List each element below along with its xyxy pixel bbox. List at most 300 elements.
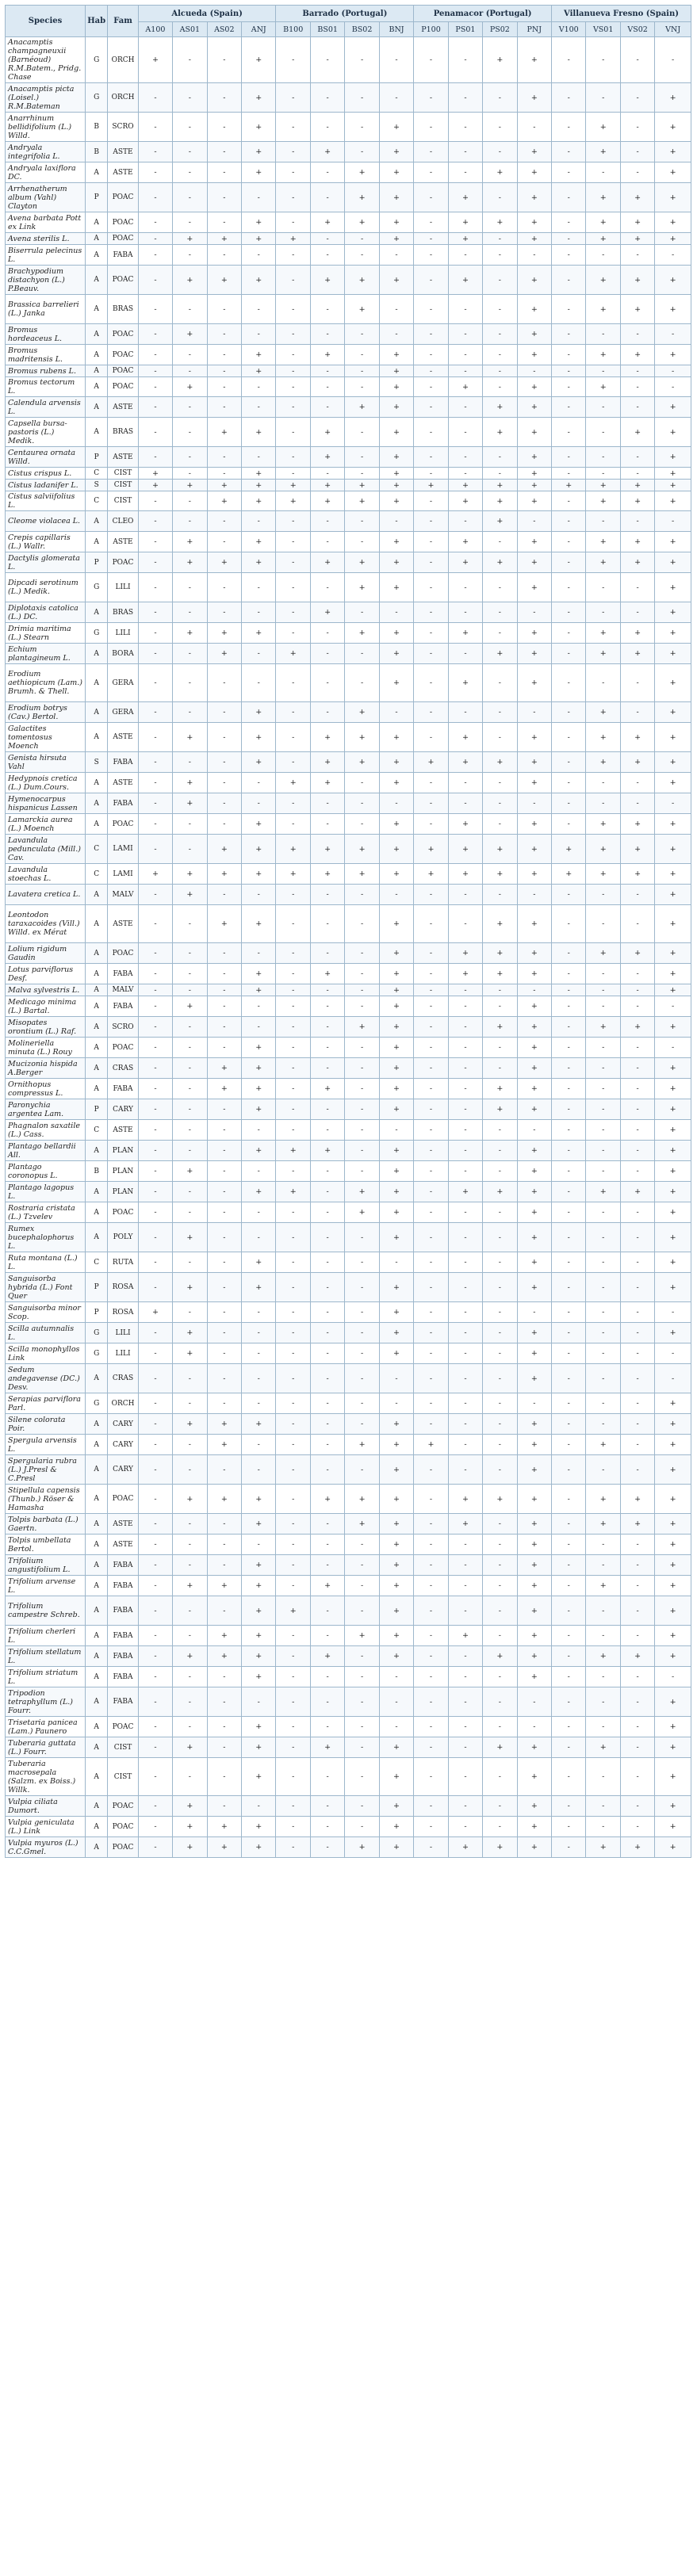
presence-cell: - bbox=[345, 1535, 379, 1555]
species-cell: Cistus ladanifer L. bbox=[6, 480, 86, 491]
presence-cell: + bbox=[379, 1485, 413, 1514]
presence-cell: - bbox=[207, 1120, 241, 1141]
table-row bbox=[6, 1817, 691, 1837]
presence-cell: + bbox=[242, 1646, 276, 1667]
presence-cell: - bbox=[552, 1796, 586, 1817]
presence-cell: - bbox=[483, 814, 517, 835]
presence-cell: - bbox=[586, 1141, 620, 1161]
presence-cell: - bbox=[276, 1626, 310, 1646]
presence-cell: - bbox=[586, 1343, 620, 1364]
presence-cell: + bbox=[586, 1646, 620, 1667]
presence-cell: - bbox=[345, 1099, 379, 1120]
presence-cell: - bbox=[345, 1393, 379, 1414]
presence-cell: - bbox=[173, 491, 207, 511]
family-cell: CIST bbox=[108, 468, 138, 480]
presence-cell: + bbox=[517, 1202, 551, 1223]
presence-cell: - bbox=[483, 1058, 517, 1079]
presence-cell: + bbox=[173, 1323, 207, 1343]
family-cell: CARY bbox=[108, 1414, 138, 1435]
presence-cell: - bbox=[138, 1202, 172, 1223]
presence-cell: - bbox=[207, 752, 241, 773]
presence-cell: + bbox=[379, 1223, 413, 1252]
presence-cell: - bbox=[242, 1364, 276, 1393]
presence-cell: - bbox=[207, 37, 241, 83]
presence-cell: - bbox=[448, 1161, 482, 1182]
presence-cell: - bbox=[620, 1455, 654, 1485]
presence-cell: - bbox=[207, 377, 241, 397]
presence-cell: + bbox=[655, 1687, 691, 1717]
presence-cell: + bbox=[655, 885, 691, 905]
presence-cell: - bbox=[276, 1796, 310, 1817]
presence-cell: - bbox=[138, 885, 172, 905]
presence-cell: + bbox=[138, 1302, 172, 1323]
family-cell: POAC bbox=[108, 365, 138, 377]
presence-cell: + bbox=[379, 623, 413, 644]
presence-cell: - bbox=[138, 723, 172, 752]
presence-cell: - bbox=[173, 511, 207, 532]
table-row bbox=[6, 397, 691, 418]
presence-cell: + bbox=[173, 377, 207, 397]
presence-cell: - bbox=[276, 573, 310, 602]
presence-cell: + bbox=[448, 723, 482, 752]
presence-cell: - bbox=[414, 1717, 448, 1737]
presence-cell: - bbox=[620, 447, 654, 468]
presence-cell: - bbox=[276, 365, 310, 377]
presence-cell: - bbox=[620, 885, 654, 905]
habit-cell: A bbox=[86, 1079, 108, 1099]
presence-cell: + bbox=[173, 1223, 207, 1252]
presence-cell: + bbox=[345, 295, 379, 324]
presence-cell: - bbox=[310, 1667, 344, 1687]
habit-cell: P bbox=[86, 1302, 108, 1323]
presence-cell: + bbox=[586, 1576, 620, 1596]
presence-cell: + bbox=[483, 1079, 517, 1099]
presence-cell: + bbox=[586, 1737, 620, 1758]
presence-cell: - bbox=[345, 1038, 379, 1058]
presence-cell: - bbox=[276, 1323, 310, 1343]
presence-cell: - bbox=[173, 1038, 207, 1058]
presence-cell: + bbox=[448, 664, 482, 702]
presence-cell: - bbox=[552, 723, 586, 752]
presence-cell: + bbox=[379, 964, 413, 984]
presence-cell: + bbox=[310, 864, 344, 885]
presence-cell: - bbox=[448, 1555, 482, 1576]
presence-cell: - bbox=[173, 295, 207, 324]
presence-cell: + bbox=[517, 644, 551, 664]
species-cell: Drimia maritima (L.) Stearn bbox=[6, 623, 86, 644]
species-cell: Trifolium angustifolium L. bbox=[6, 1555, 86, 1576]
family-cell: LILI bbox=[108, 1323, 138, 1343]
presence-cell: + bbox=[207, 1837, 241, 1858]
presence-cell: - bbox=[552, 885, 586, 905]
presence-cell: + bbox=[242, 142, 276, 162]
presence-cell: - bbox=[310, 377, 344, 397]
presence-cell: - bbox=[310, 793, 344, 814]
family-cell: CRAS bbox=[108, 1058, 138, 1079]
habit-cell: B bbox=[86, 1161, 108, 1182]
presence-cell: - bbox=[310, 295, 344, 324]
presence-cell: - bbox=[620, 984, 654, 996]
presence-cell: - bbox=[345, 142, 379, 162]
presence-cell: - bbox=[414, 1252, 448, 1273]
presence-cell: - bbox=[345, 245, 379, 266]
presence-cell: - bbox=[586, 996, 620, 1017]
presence-cell: + bbox=[586, 295, 620, 324]
habit-cell: A bbox=[86, 773, 108, 793]
presence-cell: + bbox=[276, 864, 310, 885]
family-cell: CARY bbox=[108, 1455, 138, 1485]
presence-cell: + bbox=[379, 573, 413, 602]
presence-cell: + bbox=[173, 1485, 207, 1514]
presence-cell: - bbox=[448, 1576, 482, 1596]
presence-cell: - bbox=[586, 1455, 620, 1485]
presence-cell: - bbox=[276, 468, 310, 480]
presence-cell: - bbox=[414, 1038, 448, 1058]
table-row bbox=[6, 752, 691, 773]
presence-cell: - bbox=[173, 397, 207, 418]
table-row bbox=[6, 377, 691, 397]
presence-cell: - bbox=[138, 83, 172, 113]
presence-cell: - bbox=[517, 1393, 551, 1414]
habit-cell: G bbox=[86, 83, 108, 113]
table-row bbox=[6, 162, 691, 183]
presence-cell: - bbox=[655, 324, 691, 345]
presence-cell: - bbox=[207, 532, 241, 552]
presence-cell: - bbox=[207, 1202, 241, 1223]
presence-cell: - bbox=[620, 1252, 654, 1273]
presence-cell: + bbox=[379, 1017, 413, 1038]
presence-cell: + bbox=[242, 552, 276, 573]
presence-cell: + bbox=[242, 814, 276, 835]
table-row bbox=[6, 964, 691, 984]
presence-cell: + bbox=[448, 480, 482, 491]
presence-cell: - bbox=[242, 943, 276, 964]
presence-cell: + bbox=[276, 773, 310, 793]
presence-cell: + bbox=[448, 377, 482, 397]
presence-cell: - bbox=[552, 573, 586, 602]
family-cell: ASTE bbox=[108, 1535, 138, 1555]
presence-cell: - bbox=[173, 418, 207, 447]
presence-cell: + bbox=[173, 1796, 207, 1817]
species-cell: Sanguisorba minor Scop. bbox=[6, 1302, 86, 1323]
header-plot-ps01: PS01 bbox=[448, 22, 482, 37]
presence-cell: + bbox=[242, 83, 276, 113]
presence-cell: - bbox=[620, 324, 654, 345]
presence-cell: + bbox=[448, 233, 482, 245]
table-row bbox=[6, 1737, 691, 1758]
presence-cell: - bbox=[483, 365, 517, 377]
presence-cell: - bbox=[552, 1455, 586, 1485]
presence-cell: + bbox=[173, 1414, 207, 1435]
presence-cell: + bbox=[207, 1817, 241, 1837]
presence-cell: + bbox=[620, 266, 654, 295]
presence-cell: + bbox=[620, 532, 654, 552]
presence-cell: - bbox=[586, 984, 620, 996]
presence-cell: - bbox=[345, 345, 379, 365]
presence-cell: + bbox=[345, 480, 379, 491]
presence-cell: - bbox=[345, 532, 379, 552]
presence-cell: + bbox=[517, 1435, 551, 1455]
presence-cell: + bbox=[586, 491, 620, 511]
presence-cell: + bbox=[448, 943, 482, 964]
presence-cell: + bbox=[655, 447, 691, 468]
presence-cell: - bbox=[276, 1435, 310, 1455]
species-cell: Hymenocarpus hispanicus Lassen bbox=[6, 793, 86, 814]
presence-cell: + bbox=[655, 266, 691, 295]
presence-cell: - bbox=[138, 377, 172, 397]
presence-cell: - bbox=[173, 1302, 207, 1323]
presence-cell: - bbox=[345, 1323, 379, 1343]
presence-cell: - bbox=[138, 1393, 172, 1414]
habit-cell: A bbox=[86, 814, 108, 835]
presence-cell: - bbox=[586, 905, 620, 943]
species-cell: Tuberaria guttata (L.) Fourr. bbox=[6, 1737, 86, 1758]
presence-cell: - bbox=[448, 1252, 482, 1273]
presence-cell: - bbox=[448, 1393, 482, 1414]
family-cell: ASTE bbox=[108, 532, 138, 552]
presence-cell: - bbox=[586, 1161, 620, 1182]
presence-cell: + bbox=[379, 1141, 413, 1161]
presence-cell: + bbox=[379, 1302, 413, 1323]
presence-cell: - bbox=[414, 418, 448, 447]
presence-cell: - bbox=[173, 1141, 207, 1161]
presence-cell: - bbox=[138, 162, 172, 183]
presence-cell: - bbox=[414, 1079, 448, 1099]
presence-cell: - bbox=[138, 1626, 172, 1646]
presence-cell: - bbox=[310, 113, 344, 142]
presence-cell: - bbox=[483, 773, 517, 793]
presence-cell: - bbox=[138, 1223, 172, 1252]
table-row bbox=[6, 266, 691, 295]
table-row bbox=[6, 602, 691, 623]
presence-cell: - bbox=[448, 1017, 482, 1038]
presence-cell: - bbox=[207, 1323, 241, 1343]
family-cell: CIST bbox=[108, 491, 138, 511]
presence-cell: + bbox=[655, 532, 691, 552]
presence-cell: - bbox=[276, 532, 310, 552]
table-row bbox=[6, 83, 691, 113]
table-row bbox=[6, 864, 691, 885]
presence-cell: - bbox=[552, 266, 586, 295]
presence-cell: + bbox=[448, 1837, 482, 1858]
presence-cell: - bbox=[517, 984, 551, 996]
presence-cell: - bbox=[207, 1535, 241, 1555]
presence-cell: + bbox=[379, 212, 413, 233]
presence-cell: - bbox=[242, 773, 276, 793]
table-row bbox=[6, 1058, 691, 1079]
family-cell: POAC bbox=[108, 552, 138, 573]
presence-cell: + bbox=[655, 1455, 691, 1485]
species-cell: Calendula arvensis L. bbox=[6, 397, 86, 418]
presence-cell: - bbox=[173, 37, 207, 83]
presence-cell: - bbox=[483, 468, 517, 480]
presence-cell: - bbox=[138, 1717, 172, 1737]
presence-cell: + bbox=[242, 623, 276, 644]
habit-cell: A bbox=[86, 723, 108, 752]
presence-cell: - bbox=[483, 345, 517, 365]
presence-cell: + bbox=[138, 864, 172, 885]
presence-cell: - bbox=[276, 1646, 310, 1667]
family-cell: ASTE bbox=[108, 1120, 138, 1141]
presence-cell: + bbox=[207, 644, 241, 664]
family-cell: FABA bbox=[108, 964, 138, 984]
presence-cell: - bbox=[173, 1687, 207, 1717]
family-cell: BRAS bbox=[108, 602, 138, 623]
presence-cell: - bbox=[517, 113, 551, 142]
presence-cell: + bbox=[138, 37, 172, 83]
presence-cell: - bbox=[552, 905, 586, 943]
species-cell: Lamarckia aurea (L.) Moench bbox=[6, 814, 86, 835]
presence-cell: - bbox=[345, 1758, 379, 1796]
presence-cell: + bbox=[620, 183, 654, 212]
presence-cell: + bbox=[655, 552, 691, 573]
presence-cell: - bbox=[242, 295, 276, 324]
presence-cell: - bbox=[276, 295, 310, 324]
presence-cell: - bbox=[345, 377, 379, 397]
presence-cell: - bbox=[173, 1667, 207, 1687]
presence-cell: + bbox=[448, 266, 482, 295]
presence-cell: - bbox=[173, 1182, 207, 1202]
presence-cell: - bbox=[242, 1393, 276, 1414]
family-cell: SCRO bbox=[108, 113, 138, 142]
presence-cell: - bbox=[310, 1364, 344, 1393]
presence-cell: - bbox=[586, 37, 620, 83]
presence-cell: + bbox=[276, 491, 310, 511]
habit-cell: S bbox=[86, 480, 108, 491]
presence-cell: + bbox=[517, 447, 551, 468]
presence-cell: + bbox=[310, 723, 344, 752]
presence-cell: - bbox=[552, 162, 586, 183]
presence-cell: - bbox=[586, 162, 620, 183]
presence-cell: - bbox=[483, 1687, 517, 1717]
family-cell: ASTE bbox=[108, 1514, 138, 1535]
presence-cell: + bbox=[483, 905, 517, 943]
presence-cell: + bbox=[483, 964, 517, 984]
table-row bbox=[6, 1161, 691, 1182]
presence-cell: + bbox=[655, 964, 691, 984]
presence-cell: + bbox=[379, 1796, 413, 1817]
presence-cell: - bbox=[483, 1514, 517, 1535]
presence-cell: + bbox=[310, 1576, 344, 1596]
presence-cell: + bbox=[655, 644, 691, 664]
family-cell: POAC bbox=[108, 1837, 138, 1858]
presence-cell: - bbox=[448, 1817, 482, 1837]
presence-cell: - bbox=[207, 1364, 241, 1393]
presence-cell: - bbox=[552, 345, 586, 365]
presence-cell: - bbox=[310, 905, 344, 943]
species-cell: Tripodion tetraphyllum (L.) Fourr. bbox=[6, 1687, 86, 1717]
presence-cell: - bbox=[655, 37, 691, 83]
presence-cell: - bbox=[414, 532, 448, 552]
presence-cell: - bbox=[345, 1737, 379, 1758]
presence-cell: - bbox=[552, 623, 586, 644]
species-cell: Plantago bellardii All. bbox=[6, 1141, 86, 1161]
habit-cell: A bbox=[86, 1596, 108, 1626]
presence-cell: - bbox=[620, 1202, 654, 1223]
presence-cell: - bbox=[586, 1323, 620, 1343]
presence-cell: - bbox=[620, 365, 654, 377]
presence-cell: - bbox=[345, 885, 379, 905]
presence-cell: - bbox=[448, 1435, 482, 1455]
presence-cell: + bbox=[517, 1576, 551, 1596]
presence-cell: - bbox=[552, 1837, 586, 1858]
header-plot-b100: B100 bbox=[276, 22, 310, 37]
presence-cell: - bbox=[448, 793, 482, 814]
species-cell: Lavatera cretica L. bbox=[6, 885, 86, 905]
presence-cell: - bbox=[310, 1435, 344, 1455]
presence-cell: + bbox=[517, 623, 551, 644]
presence-cell: + bbox=[345, 702, 379, 723]
presence-cell: - bbox=[620, 905, 654, 943]
presence-cell: - bbox=[276, 1223, 310, 1252]
presence-cell: + bbox=[517, 1323, 551, 1343]
presence-cell: - bbox=[242, 1343, 276, 1364]
family-cell: FABA bbox=[108, 996, 138, 1017]
presence-cell: + bbox=[173, 552, 207, 573]
presence-cell: - bbox=[345, 1596, 379, 1626]
presence-cell: - bbox=[586, 664, 620, 702]
presence-cell: - bbox=[276, 1485, 310, 1514]
presence-cell: + bbox=[517, 1099, 551, 1120]
presence-cell: - bbox=[414, 814, 448, 835]
family-cell: BRAS bbox=[108, 418, 138, 447]
presence-cell: - bbox=[414, 1273, 448, 1302]
family-cell: FABA bbox=[108, 1555, 138, 1576]
species-cell: Bromus tectorum L. bbox=[6, 377, 86, 397]
presence-cell: + bbox=[138, 480, 172, 491]
presence-cell: - bbox=[345, 511, 379, 532]
habit-cell: A bbox=[86, 1576, 108, 1596]
presence-cell: - bbox=[552, 212, 586, 233]
presence-cell: + bbox=[655, 835, 691, 864]
presence-cell: - bbox=[448, 573, 482, 602]
family-cell: RUTA bbox=[108, 1252, 138, 1273]
family-cell: FABA bbox=[108, 1646, 138, 1667]
presence-cell: - bbox=[276, 1252, 310, 1273]
presence-cell: - bbox=[379, 245, 413, 266]
presence-cell: - bbox=[276, 377, 310, 397]
presence-cell: + bbox=[655, 83, 691, 113]
presence-cell: + bbox=[517, 212, 551, 233]
species-cell: Trisetaria panicea (Lam.) Paunero bbox=[6, 1717, 86, 1737]
presence-cell: - bbox=[207, 142, 241, 162]
presence-cell: - bbox=[620, 1058, 654, 1079]
presence-cell: - bbox=[448, 83, 482, 113]
presence-cell: - bbox=[483, 233, 517, 245]
presence-cell: + bbox=[483, 1017, 517, 1038]
habit-cell: A bbox=[86, 1202, 108, 1223]
header-plot-vnj: VNJ bbox=[655, 22, 691, 37]
presence-cell: - bbox=[276, 397, 310, 418]
presence-cell: + bbox=[483, 480, 517, 491]
presence-cell: - bbox=[483, 1535, 517, 1555]
presence-cell: + bbox=[517, 1182, 551, 1202]
presence-cell: + bbox=[517, 964, 551, 984]
header-plot-v100: V100 bbox=[552, 22, 586, 37]
habit-cell: A bbox=[86, 602, 108, 623]
table-row bbox=[6, 1717, 691, 1737]
presence-cell: + bbox=[242, 1414, 276, 1435]
species-cell: Sedum andegavense (DC.) Desv. bbox=[6, 1364, 86, 1393]
presence-cell: - bbox=[448, 113, 482, 142]
presence-cell: + bbox=[207, 1058, 241, 1079]
presence-cell: - bbox=[138, 1252, 172, 1273]
presence-cell: - bbox=[620, 397, 654, 418]
presence-cell: - bbox=[552, 1646, 586, 1667]
presence-cell: - bbox=[310, 1182, 344, 1202]
presence-cell: - bbox=[552, 1079, 586, 1099]
presence-cell: - bbox=[310, 1343, 344, 1364]
